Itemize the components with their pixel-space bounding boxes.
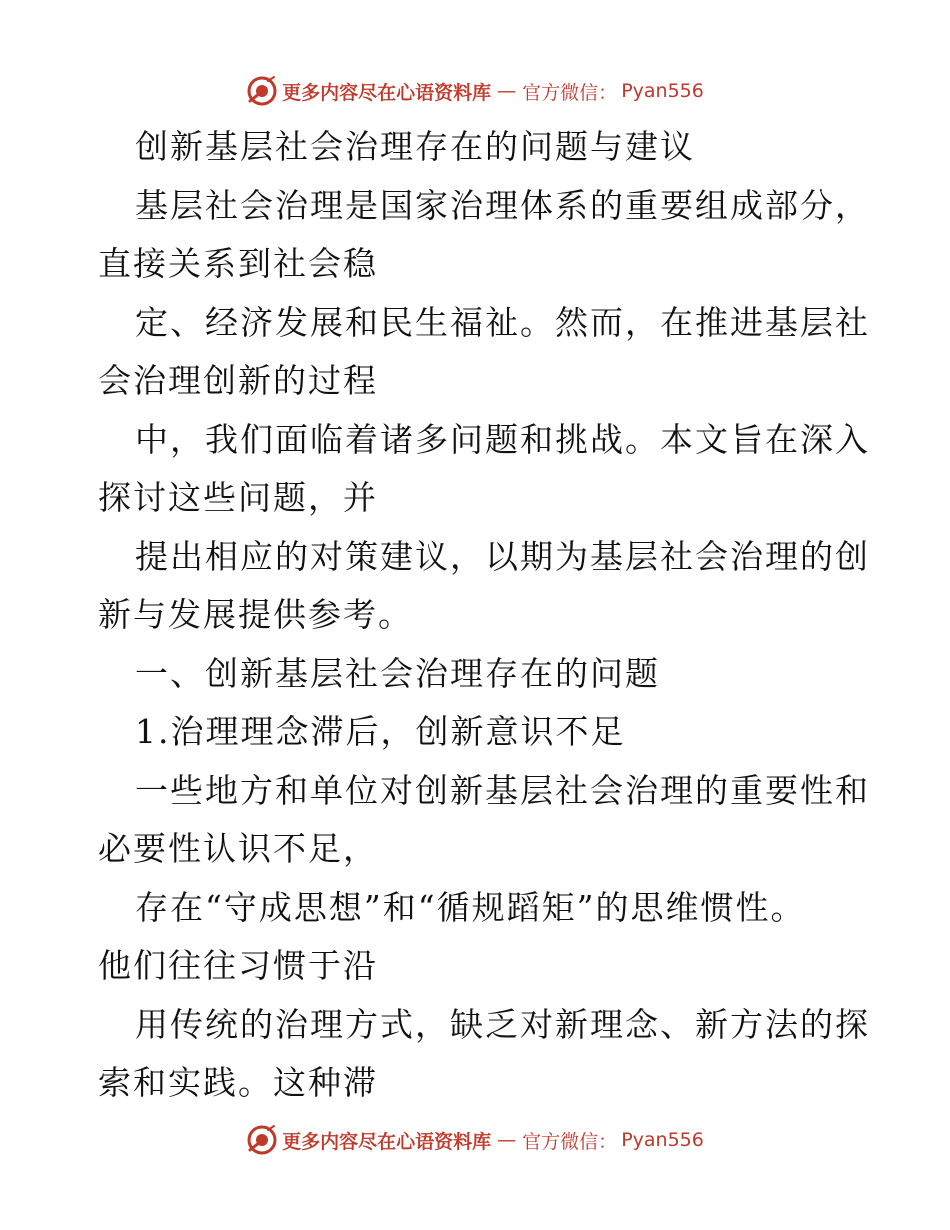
text-line: 用传统的治理方式，缺乏对新理念、新方法的探 (135, 1004, 870, 1044)
watermark-dash: — (497, 1129, 517, 1151)
watermark-dash: — (497, 80, 517, 102)
text-line: 新与发展提供参考。 (98, 595, 413, 634)
logo-icon (246, 1124, 278, 1156)
text-line: 索和实践。这种滞 (98, 1063, 378, 1102)
text-line: 定、经济发展和民生福祉。然而，在推进基层社 (135, 302, 870, 342)
logo-icon (246, 75, 278, 107)
text-line: 中，我们面临着诸多问题和挑战。本文旨在深入 (135, 419, 870, 459)
watermark-wechat-label: 官方微信： (522, 1130, 618, 1153)
watermark-wechat-label: 官方微信： (522, 81, 618, 104)
watermark-wechat-id: Pyan556 (621, 80, 704, 102)
footer-watermark (0, 1120, 950, 1160)
document-title: 创新基层社会治理存在的问题与建议 (135, 127, 695, 166)
text-line: 存在“守成思想”和“循规蹈矩”的思维惯性。 (135, 887, 806, 927)
section-heading: 一、创新基层社会治理存在的问题 (135, 653, 660, 693)
text-line: 基层社会治理是国家治理体系的重要组成部分， (135, 185, 870, 225)
text-line: 直接关系到社会稳 (98, 244, 378, 283)
text-line: 一些地方和单位对创新基层社会治理的重要性和 (135, 770, 870, 810)
header-watermark (0, 71, 950, 111)
watermark-site-text: 更多内容尽在心语资料库 (282, 1130, 492, 1153)
watermark-wechat-id: Pyan556 (621, 1129, 704, 1151)
document-body (98, 118, 870, 1113)
text-line: 他们往往习惯于沿 (98, 946, 378, 985)
text-line: 必要性认识不足， (98, 829, 378, 868)
subsection-heading: 1.治理理念滞后，创新意识不足 (135, 712, 626, 751)
watermark-site-text: 更多内容尽在心语资料库 (282, 81, 492, 104)
text-line: 提出相应的对策建议，以期为基层社会治理的创 (135, 536, 870, 576)
text-line: 会治理创新的过程 (98, 361, 378, 400)
text-line: 探讨这些问题，并 (98, 478, 378, 517)
